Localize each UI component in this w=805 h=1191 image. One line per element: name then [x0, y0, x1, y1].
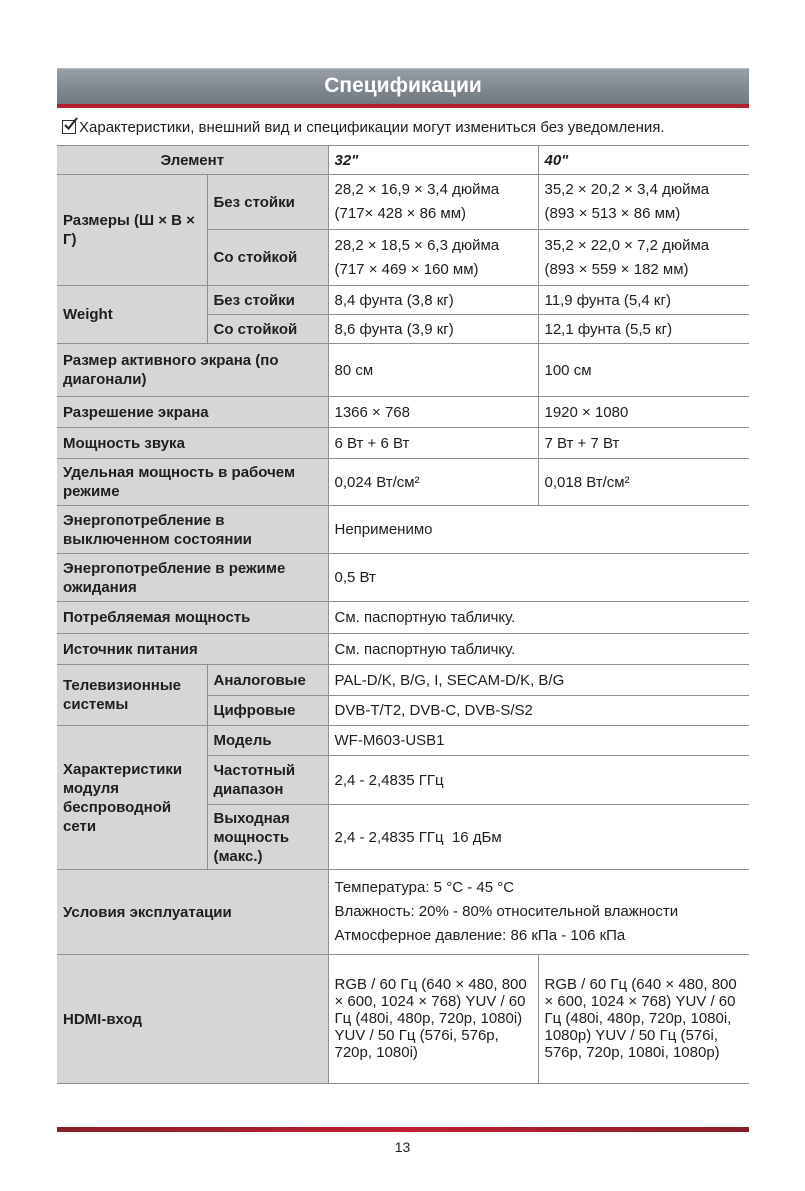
table-row: [57, 554, 749, 602]
table-row: [57, 286, 749, 315]
footer-line: [57, 1127, 749, 1132]
tv-systems-label: Телевизионные системы: [57, 665, 207, 726]
conditions-value: [328, 870, 749, 955]
dimensions-with-stand-label: Со стойкой: [207, 230, 328, 286]
off-power-label: Энергопотребление в выключенном состоянии: [57, 506, 328, 554]
table-row: [57, 428, 749, 459]
table-row: [57, 634, 749, 665]
spec-table: [57, 145, 749, 1084]
table-row: [57, 870, 749, 955]
table-row: [57, 459, 749, 506]
conditions-pressure: Атмосферное давление: 86 кПа - 106 кПа: [334, 927, 626, 944]
weight-no-stand-label: Без стойки: [207, 286, 328, 315]
weight-no-stand-40: 11,9 фунта (5,4 кг): [538, 286, 749, 315]
table-row: [57, 506, 749, 554]
audio-label: Мощность звука: [57, 428, 328, 459]
table-row: [57, 397, 749, 428]
dimensions-with-stand-32: 28,2 × 18,5 × 6,3 дюйма (717 × 469 × 160 мм): [328, 230, 538, 286]
hdmi-label: HDMI-вход: [57, 955, 328, 1084]
table-row: [57, 955, 749, 1084]
conditions-humidity: Влажность: 20% - 80% относительной влажности: [334, 903, 679, 920]
table-row: [57, 602, 749, 634]
power-source-value: См. паспортную табличку.: [328, 634, 749, 665]
wireless-frequency-label: Частотный диапазон: [207, 756, 328, 805]
wireless-output-label: Выходная мощность (макс.): [207, 805, 328, 870]
dimensions-no-stand-32: 28,2 × 16,9 × 3,4 дюйма (717× 428 × 86 мм): [328, 175, 538, 230]
header-40: 40": [538, 146, 749, 175]
consumption-value: См. паспортную табличку.: [328, 602, 749, 634]
checkbox-icon: [62, 120, 76, 134]
off-power-value: Неприменимо: [328, 506, 749, 554]
screen-size-label: Размер активного экрана (по диагонали): [57, 344, 328, 397]
disclaimer-note: [62, 118, 665, 138]
weight-with-stand-40: 12,1 фунта (5,5 кг): [538, 315, 749, 344]
tv-analog-label: Аналоговые: [207, 665, 328, 696]
resolution-32: 1366 × 768: [328, 397, 538, 428]
consumption-label: Потребляемая мощность: [57, 602, 328, 634]
weight-with-stand-32: 8,6 фунта (3,9 кг): [328, 315, 538, 344]
table-row: [57, 175, 749, 230]
header-item: Элемент: [57, 146, 328, 175]
wireless-model-value: WF-M603-USB1: [328, 726, 749, 756]
tv-digital-label: Цифровые: [207, 696, 328, 726]
wireless-frequency-value: 2,4 - 2,4835 ГГц: [328, 756, 749, 805]
table-row: [57, 726, 749, 756]
header-32: 32": [328, 146, 538, 175]
power-source-label: Источник питания: [57, 634, 328, 665]
disclaimer-text: Характеристики, внешний вид и спецификации могут измениться без уведомления.: [79, 119, 665, 136]
hdmi-32: RGB / 60 Гц (640 × 480, 800 × 600, 1024 × 768) YUV / 60 Гц (480i, 480p, 720p, 1080i) YUV / 50 Гц (576i, 576p, 720p, 1080i): [328, 955, 538, 1084]
tv-digital-value: DVB-T/T2, DVB-C, DVB-S/S2: [328, 696, 749, 726]
weight-with-stand-label: Со стойкой: [207, 315, 328, 344]
weight-no-stand-32: 8,4 фунта (3,8 кг): [328, 286, 538, 315]
hdmi-40: RGB / 60 Гц (640 × 480, 800 × 600, 1024 × 768) YUV / 60 Гц (480i, 480p, 720p, 1080i, 1080p) YUV / 50 Гц (576i, 576p, 720p, 1080i, 1080p): [538, 955, 749, 1084]
wireless-model-label: Модель: [207, 726, 328, 756]
standby-power-label: Энергопотребление в режиме ожидания: [57, 554, 328, 602]
table-header-row: [57, 146, 749, 175]
resolution-label: Разрешение экрана: [57, 397, 328, 428]
table-row: [57, 665, 749, 696]
specific-power-label: Удельная мощность в рабочем режиме: [57, 459, 328, 506]
audio-32: 6 Вт + 6 Вт: [328, 428, 538, 459]
conditions-label: Условия эксплуатации: [57, 870, 328, 955]
audio-40: 7 Вт + 7 Вт: [538, 428, 749, 459]
dimensions-label: Размеры (Ш × В × Г): [57, 175, 207, 286]
standby-power-value: 0,5 Вт: [328, 554, 749, 602]
page-title: Спецификации: [324, 74, 482, 97]
page-number: 13: [394, 1139, 411, 1155]
conditions-temperature: Температура: 5 °C - 45 °C: [334, 879, 515, 896]
dimensions-no-stand-label: Без стойки: [207, 175, 328, 230]
weight-label: Weight: [57, 286, 207, 344]
screen-size-40: 100 см: [538, 344, 749, 397]
wireless-output-value: 2,4 - 2,4835 ГГц 16 дБм: [328, 805, 749, 870]
dimensions-no-stand-40: 35,2 × 20,2 × 3,4 дюйма (893 × 513 × 86 мм): [538, 175, 749, 230]
wireless-label: Характеристики модуля беспроводной сети: [57, 726, 207, 870]
tv-analog-value: PAL-D/K, B/G, I, SECAM-D/K, B/G: [328, 665, 749, 696]
screen-size-32: 80 см: [328, 344, 538, 397]
table-row: [57, 344, 749, 397]
specific-power-40: 0,018 Вт/см²: [538, 459, 749, 506]
specific-power-32: 0,024 Вт/см²: [328, 459, 538, 506]
header-accent-line: [57, 104, 749, 108]
dimensions-with-stand-40: 35,2 × 22,0 × 7,2 дюйма (893 × 559 × 182 мм): [538, 230, 749, 286]
resolution-40: 1920 × 1080: [538, 397, 749, 428]
